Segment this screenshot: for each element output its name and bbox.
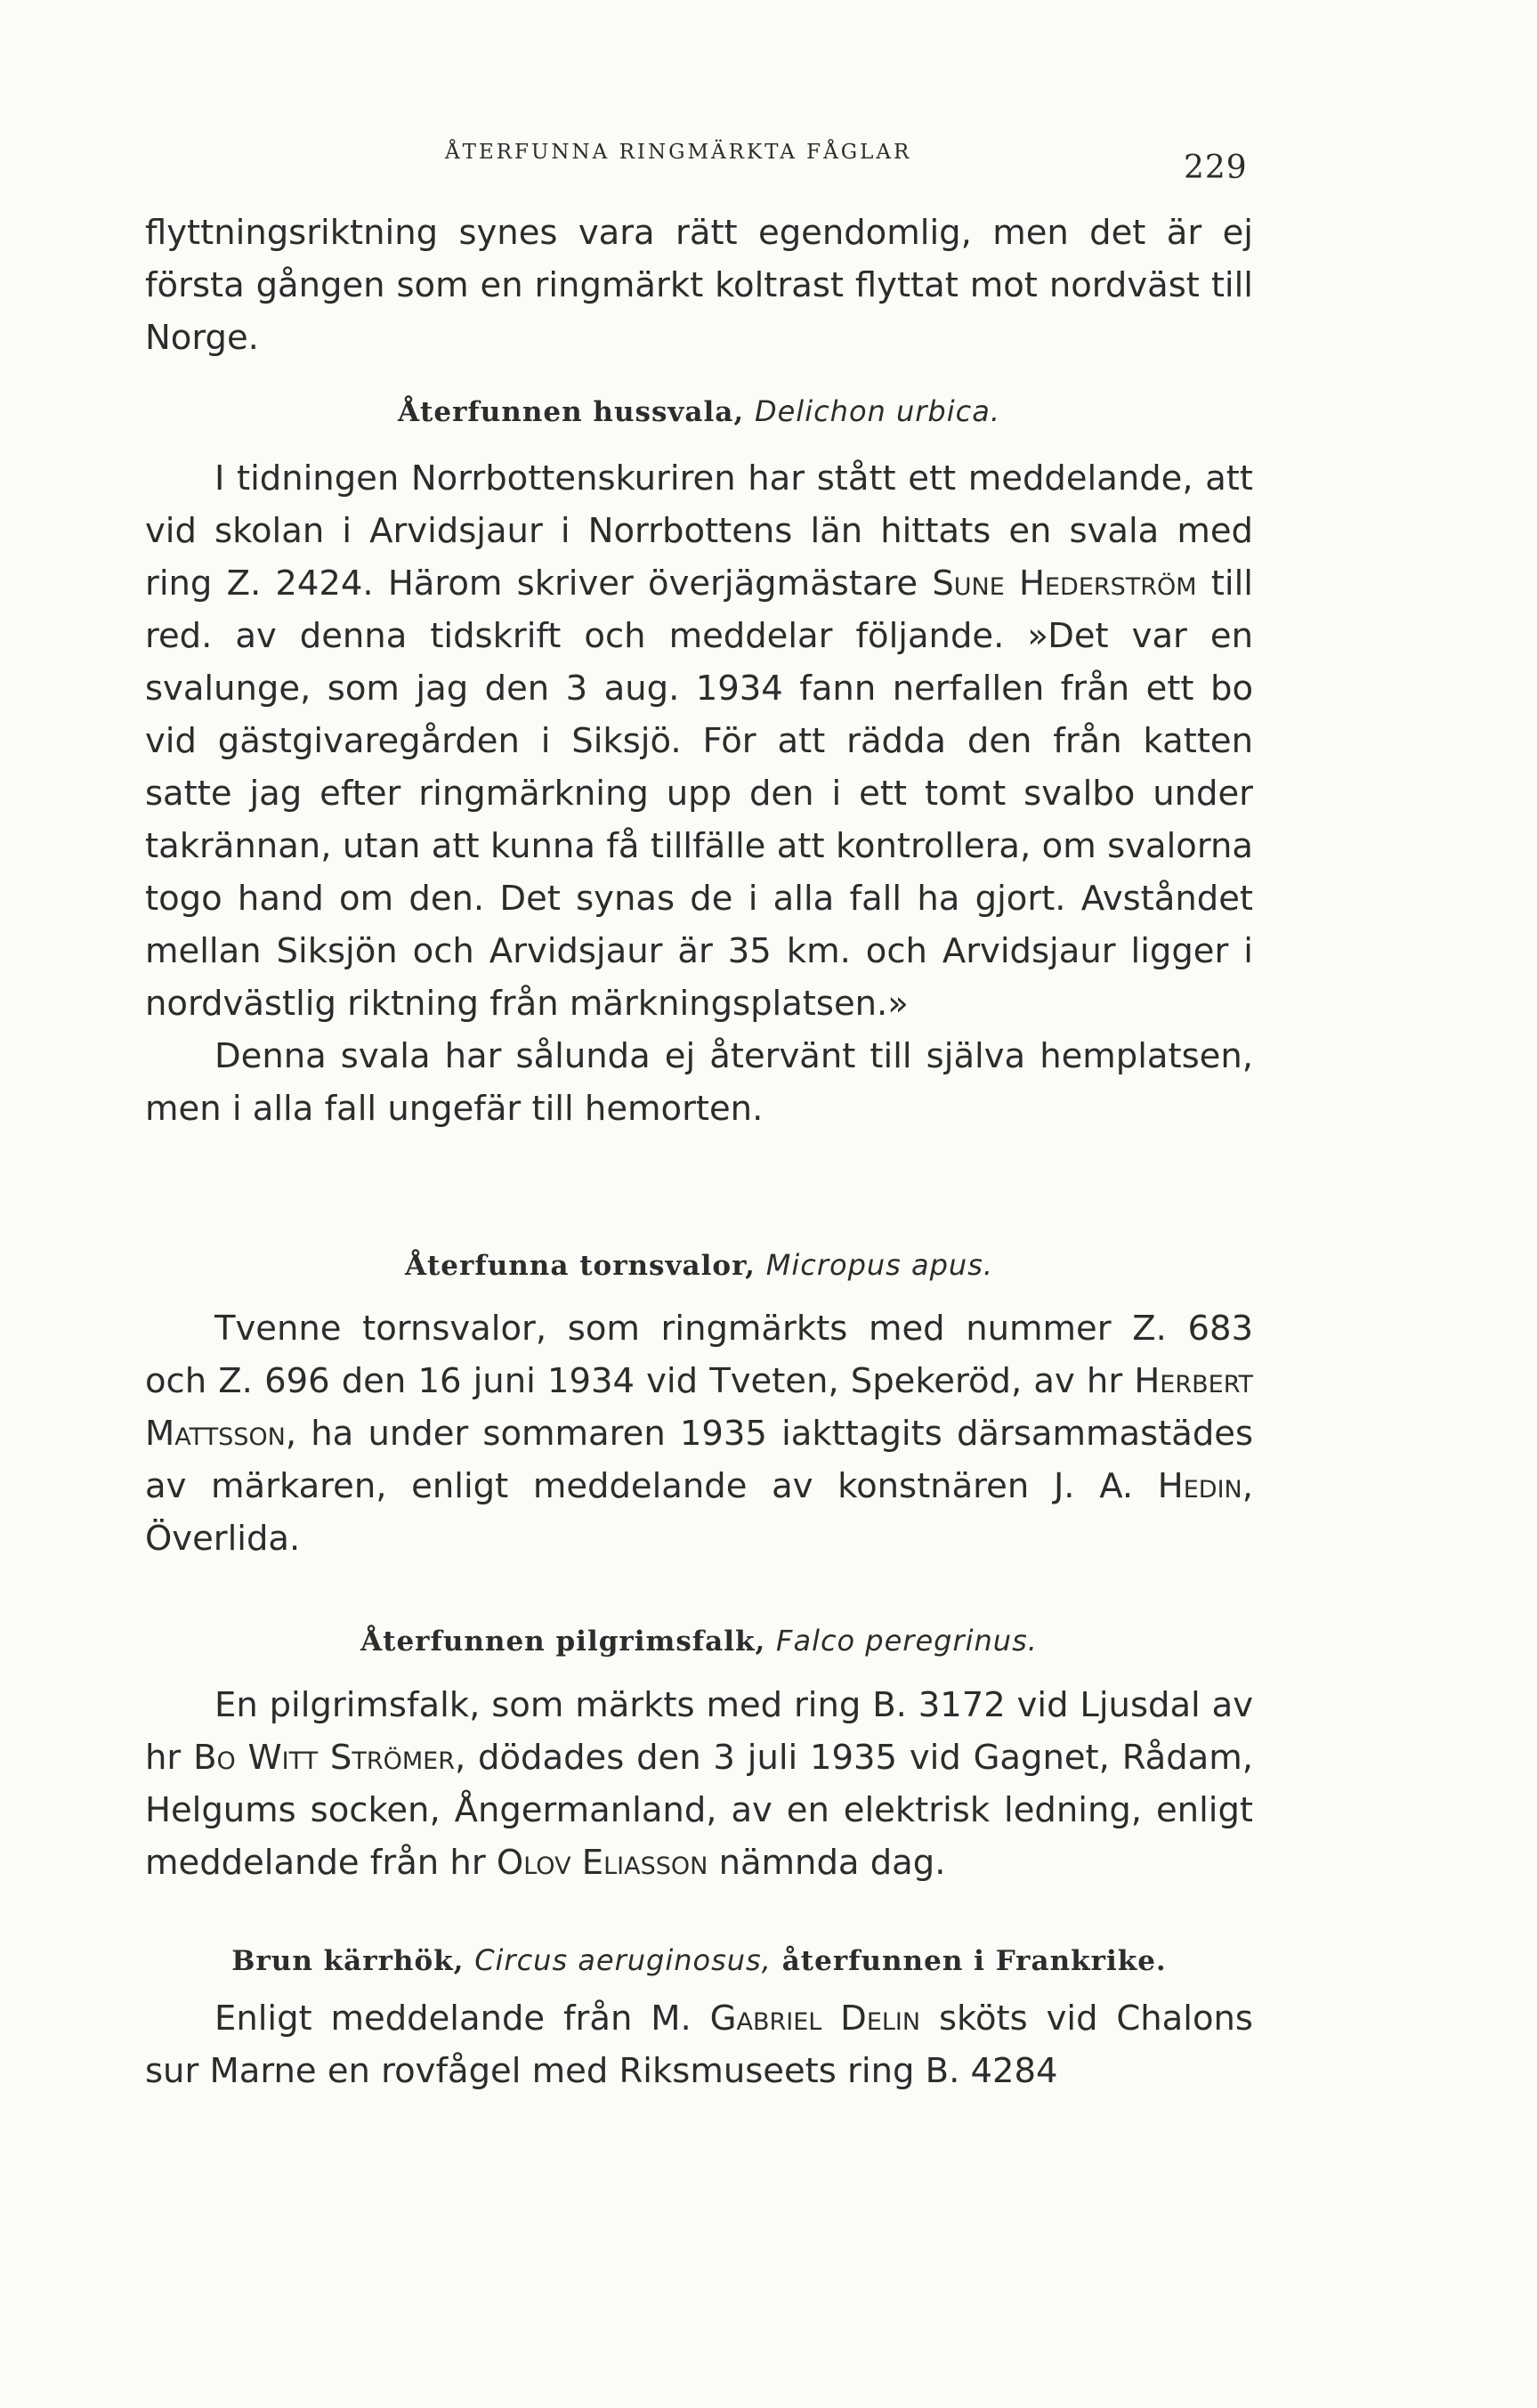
page-number: 229 (1184, 150, 1248, 186)
tornsvalor-p1-part-c: , Överlida. (145, 1466, 1253, 1559)
heading-tornsvalor (145, 1245, 1253, 1285)
hussvala-p1-part-a: I tidningen Norrbottenskuriren har stått ett meddelande, att vid skolan i Arvidsjaur i Norrbottens län hittats en svala med ring Z. 2424. Härom skriver överjägmästare (145, 458, 1253, 604)
heading-karrhok-latin: Circus aeruginosus, (474, 1943, 772, 1977)
heading-karrhok-text-b: återfunnen i Frankrike. (781, 1945, 1167, 1977)
heading-karrhok (145, 1941, 1253, 1981)
heading-hussvala-latin: Delichon urbica. (754, 394, 1000, 428)
person-name-hederstrom: Sune Hederström (932, 563, 1197, 604)
running-title: ÅTERFUNNA RINGMÄRKTA FÅGLAR (445, 141, 912, 164)
karrhok-p1-part-b: sköts vid Chalons sur Marne en rovfågel med Riksmuseets ring B. 4284 (145, 1999, 1253, 2091)
intro-paragraph (145, 207, 1253, 364)
heading-pilgrimsfalk (145, 1621, 1253, 1661)
person-name-stromer: Bo Witt Strömer (193, 1738, 455, 1778)
heading-tornsvalor-text: Återfunna tornsvalor, (404, 1250, 756, 1282)
tornsvalor-p1-part-b: , ha under sommaren 1935 iakttagits därsammastädes av märkaren, enligt meddelande av konstnären (145, 1414, 1253, 1506)
intro-text: flyttningsriktning synes vara rätt egendomlig, men det är ej första gången som en ringmärkt koltrast flyttat mot nordväst till Norge. (145, 213, 1253, 358)
heading-tornsvalor-latin: Micropus apus. (765, 1248, 994, 1282)
person-name-delin: Gabriel Delin (709, 1999, 921, 2039)
karrhok-paragraph-1 (145, 1992, 1253, 2097)
heading-pilgrimsfalk-latin: Falco peregrinus. (776, 1624, 1038, 1658)
person-name-hedin: J. A. Hedin (1053, 1466, 1242, 1506)
heading-hussvala-text: Återfunnen hussvala, (398, 396, 745, 428)
page-header (445, 141, 1335, 194)
heading-hussvala (145, 392, 1253, 432)
hussvala-paragraph-1 (145, 452, 1253, 1030)
pilgrimsfalk-p1-part-c: nämnda dag. (718, 1843, 946, 1883)
pilgrimsfalk-p1-part-b: , dödades den 3 juli 1935 vid Gagnet, Rådam, Helgums socken, Ångermanland, av en elektrisk ledning, enligt meddelande från hr (145, 1738, 1253, 1883)
person-name-eliasson: Olov Eliasson (496, 1843, 708, 1883)
heading-karrhok-text-a: Brun kärrhök, (231, 1945, 465, 1977)
pilgrimsfalk-body (145, 1679, 1253, 1889)
pilgrimsfalk-paragraph-1 (145, 1679, 1253, 1889)
tornsvalor-body (145, 1302, 1253, 1565)
hussvala-paragraph-2: Denna svala har sålunda ej återvänt till själva hemplatsen, men i alla fall ungefär till hemorten. (145, 1036, 1253, 1129)
karrhok-body (145, 1992, 1253, 2097)
tornsvalor-p1-part-a: Tvenne tornsvalor, som ringmärkts med nummer Z. 683 och Z. 696 den 16 juni 1934 vid Tveten, Spekeröd, av hr (145, 1309, 1253, 1401)
heading-pilgrimsfalk-text: Återfunnen pilgrimsfalk, (360, 1626, 766, 1658)
hussvala-body (145, 452, 1253, 1135)
tornsvalor-paragraph-1 (145, 1302, 1253, 1565)
person-name-mattsson: Herbert Mattsson (145, 1361, 1253, 1454)
hussvala-p1-part-b: till red. av denna tidskrift och meddelar följande. »Det var en svalunge, som jag den 3 aug. 1934 fann nerfallen från ett bo vid gästgivaregården i Siksjö. För att rädda den från katten satte jag efter ringmärkning upp den i ett tomt svalbo under takrännan, utan att kunna få tillfälle att kontrollera, om svalorna togo hand om den. Det synas de i alla fall ha gjort. Avståndet mellan Siksjön och Arvidsjaur är 35 km. och Arvidsjaur ligger i nordvästlig riktning från märkningsplatsen.» (145, 563, 1253, 1024)
karrhok-p1-part-a: Enligt meddelande från M. (214, 1999, 692, 2039)
pilgrimsfalk-p1-part-a: En pilgrimsfalk, som märkts med ring B. 3172 vid Ljusdal av hr (145, 1685, 1253, 1778)
